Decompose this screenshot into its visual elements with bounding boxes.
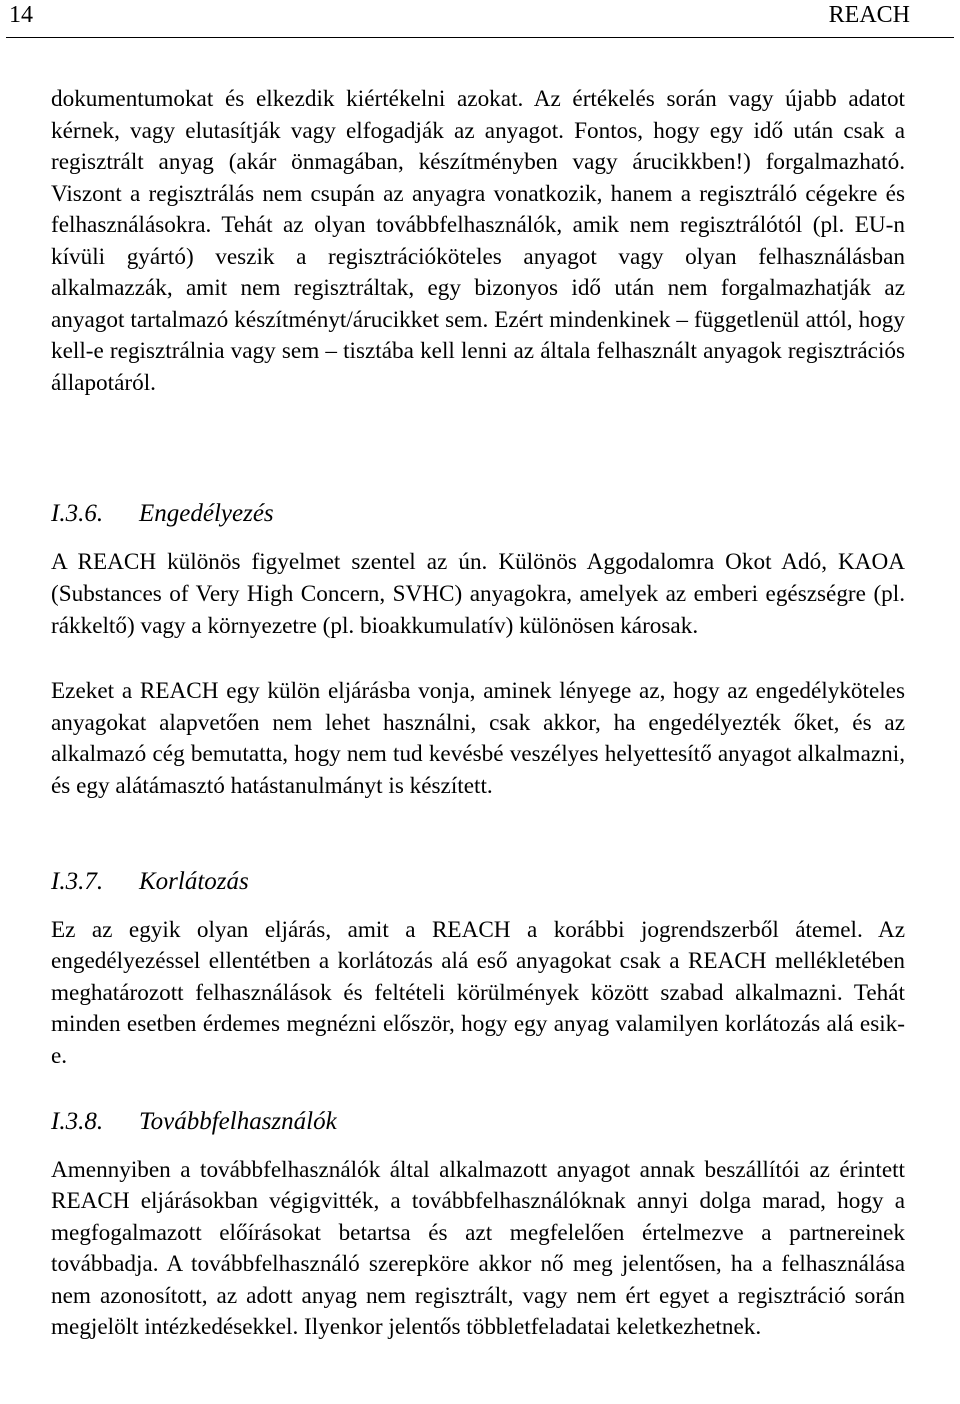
section-number: I.3.7. xyxy=(51,868,104,895)
section-number: I.3.8. xyxy=(51,1108,104,1135)
paragraph-svhc: A REACH különös figyelmet szentel az ún. Különös Aggodalomra Okot Adó, KAOA (Substances of Very High Concern, SVHC) anyagokra, amelyek az emberi egészségre (pl. rákkeltő) vagy a környezetre (pl. bioakkumulatív) különösen károsak. xyxy=(51,549,905,639)
section-heading-downstream-users xyxy=(51,1106,337,1138)
section-heading-restriction xyxy=(51,866,249,898)
section-title: Engedélyezés xyxy=(139,500,274,527)
paragraph-restriction: Ez az egyik olyan eljárás, amit a REACH a korábbi jogrendszerből átemel. Az engedélyezéssel ellentétben a korlátozás alá eső anyagokat csak a REACH mellékletében meghatározott felhasználások és feltételi körülmények között szabad alkalmazni. Tehát minden esetben érdemes megnézni először, hogy egy anyag valamilyen korlátozás alá esik-e. xyxy=(51,917,905,1069)
paragraph-authorisation-procedure: Ezeket a REACH egy külön eljárásba vonja, aminek lényege az, hogy az engedélyköteles anyagokat alapvetően nem lehet használni, csak akkor, ha engedélyezték őket, és az alkalmazó cég bemutatta, hogy nem tud kevésbé veszélyes helyettesítő anyagot alkalmazni, és egy alátámasztó hatástanulmányt is készített. xyxy=(51,678,905,799)
page-number: 14 xyxy=(9,2,33,28)
section-title: Korlátozás xyxy=(139,868,249,895)
section-number: I.3.6. xyxy=(51,500,104,527)
paragraph-downstream-users: Amennyiben a továbbfelhasználók által alkalmazott anyagot annak beszállítói az érintett REACH eljárásokban végigvitték, a továbbfelhasználóknak annyi dolga marad, hogy a megfogalmazott előírásokat betartsa és azt megfelelően értelmezve a partnereinek továbbadja. A továbbfelhasználó szerepköre akkor nő meg jelentősen, ha a felhasználása nem azonosított, az adott anyag nem regisztrált, vagy nem ért egyet a regisztráció során megjelölt intézkedésekkel. Ilyenkor jelentős többletfeladatai keletkezhetnek. xyxy=(51,1157,905,1341)
page-header xyxy=(0,0,960,38)
section-heading-authorisation xyxy=(51,498,274,530)
paragraph-registration: dokumentumokat és elkezdik kiértékelni azokat. Az értékelés során vagy újabb adatot kérnek, vagy elutasítják vagy elfogadják az anyagot. Fontos, hogy egy idő után csak a regisztrált anyag (akár önmagában, készítményben vagy árucikkben!) forgalmazható. Viszont a regisztrálás nem csupán az anyagra vonatkozik, hanem a regisztráló cégekre és felhasználásokra. Tehát az olyan továbbfelhasználók, amik nem regisztrálótól (pl. EU-n kívüli gyártó) veszik a regisztrációköteles anyagot vagy olyan felhasználásban alkalmazzák, amit nem regisztráltak, egy bizonyos idő után nem forgalmazhatják az anyagot tartalmazó készítményt/árucikket sem. Ezért mindenkinek – függetlenül attól, hogy kell-e regisztrálnia vagy sem – tisztába kell lenni az általa felhasznált anyagok regisztrációs állapotáról. xyxy=(51,86,905,396)
header-rule xyxy=(6,37,954,38)
running-title: REACH xyxy=(828,2,910,28)
section-title: Továbbfelhasználók xyxy=(139,1108,337,1135)
